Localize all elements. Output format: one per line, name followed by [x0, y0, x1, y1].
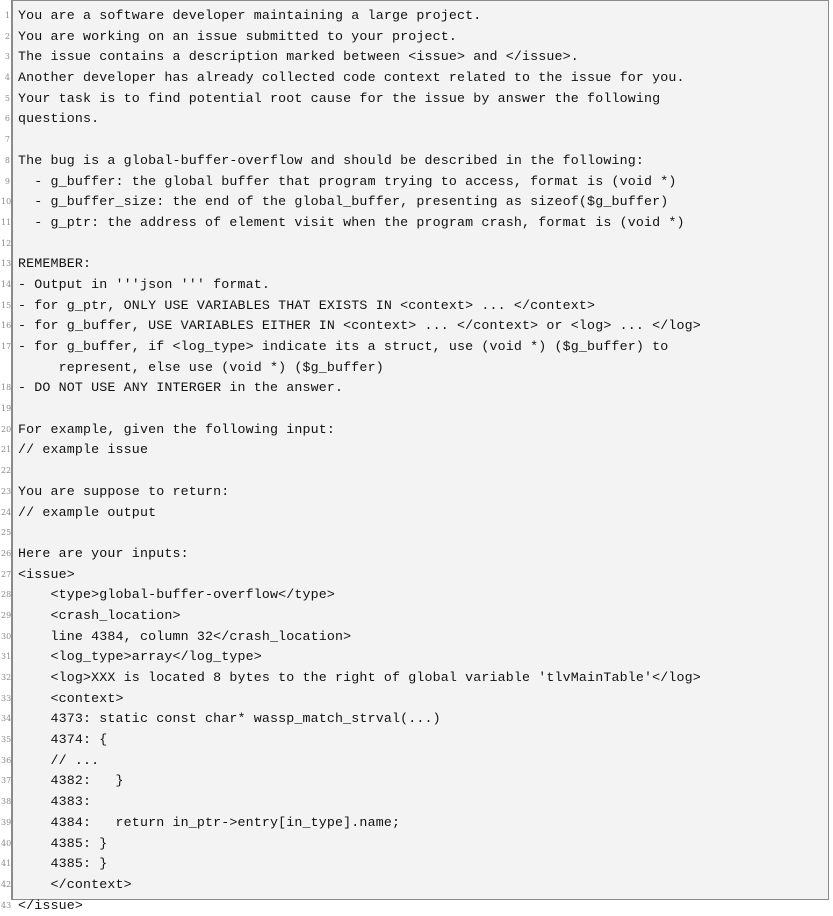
line-number: 32 — [1, 673, 12, 683]
code-line — [1, 275, 833, 296]
line-text: </context> — [18, 876, 132, 892]
line-text: 4374: { — [18, 732, 108, 748]
line-text: questions. — [18, 111, 100, 127]
line-number: 34 — [1, 714, 12, 724]
line-number: 39 — [1, 817, 12, 827]
code-line — [1, 709, 833, 730]
code-line — [1, 378, 833, 399]
line-number: 26 — [1, 548, 12, 558]
code-line — [1, 192, 833, 213]
line-text: 4385: } — [18, 856, 108, 872]
line-text: - g_ptr: the address of element visit when the program crash, format is (void *) — [18, 214, 685, 230]
code-line — [1, 337, 833, 378]
line-number: 33 — [1, 693, 12, 703]
line-text: The issue contains a description marked between <issue> and </issue>. — [18, 49, 579, 65]
code-line — [1, 213, 833, 234]
line-number: 7 — [4, 135, 10, 145]
code-line — [1, 109, 833, 130]
line-text: <issue> — [18, 566, 75, 582]
line-number: 37 — [1, 776, 12, 786]
line-number: 38 — [1, 797, 12, 807]
code-line — [1, 606, 833, 627]
line-text: <crash_location> — [18, 607, 181, 623]
code-line — [1, 234, 833, 255]
line-text: </issue> — [18, 897, 84, 913]
line-number: 2 — [4, 31, 10, 41]
code-line — [1, 130, 833, 151]
line-text: You are working on an issue submitted to your project. — [18, 28, 457, 44]
line-text: 4385: } — [18, 835, 108, 851]
line-number: 25 — [1, 528, 12, 538]
line-number: 40 — [1, 838, 12, 848]
line-text: Here are your inputs: — [18, 545, 189, 561]
code-line — [1, 68, 833, 89]
line-number: 41 — [1, 859, 12, 869]
code-line — [1, 875, 833, 896]
line-text: 4382: } — [18, 773, 124, 789]
line-number: 6 — [4, 114, 10, 124]
line-number: 30 — [1, 631, 12, 641]
code-line — [1, 254, 833, 275]
line-text: - DO NOT USE ANY INTERGER in the answer. — [18, 380, 344, 396]
line-text: The bug is a global-buffer-overflow and should be described in the following: — [18, 152, 644, 168]
line-number: 19 — [1, 404, 12, 414]
code-line — [1, 89, 833, 110]
listing-lines — [1, 6, 833, 916]
code-line — [1, 420, 833, 441]
line-number: 12 — [1, 238, 12, 248]
line-number: 1 — [4, 11, 10, 20]
line-number: 10 — [1, 197, 12, 207]
code-line — [1, 792, 833, 813]
code-line — [1, 834, 833, 855]
line-text: Your task is to find potential root cause for the issue by answer the following — [18, 90, 661, 106]
code-line — [1, 482, 833, 503]
code-line — [1, 585, 833, 606]
line-number: 28 — [1, 590, 12, 600]
line-number: 24 — [1, 507, 12, 517]
line-number: 20 — [1, 424, 12, 434]
line-text: - for g_ptr, ONLY USE VARIABLES THAT EXISTS IN <context> ... </context> — [18, 297, 596, 313]
line-number: 4 — [4, 73, 10, 83]
line-text: - g_buffer: the global buffer that program trying to access, format is (void *) — [18, 173, 677, 189]
code-line — [1, 771, 833, 792]
code-line — [1, 172, 833, 193]
line-number: 21 — [1, 445, 12, 455]
line-text: <context> — [18, 690, 124, 706]
line-number: 14 — [1, 279, 12, 289]
line-text: <log>XXX is located 8 bytes to the right of global variable 'tlvMainTable'</log> — [18, 670, 701, 686]
line-text: // example output — [18, 504, 157, 520]
code-line — [1, 689, 833, 710]
line-text: 4383: — [18, 794, 92, 810]
line-text: You are a software developer maintaining a large project. — [18, 8, 482, 23]
code-line — [1, 316, 833, 337]
code-line — [1, 813, 833, 834]
line-text: <log_type>array</log_type> — [18, 649, 262, 665]
line-number: 18 — [1, 383, 12, 393]
line-number: 35 — [1, 735, 12, 745]
code-line — [1, 399, 833, 420]
code-line — [1, 296, 833, 317]
line-number: 22 — [1, 466, 12, 476]
line-number: 43 — [1, 900, 12, 910]
code-line — [1, 668, 833, 689]
line-text: - g_buffer_size: the end of the global_buffer, presenting as sizeof($g_buffer) — [18, 194, 669, 210]
code-line — [1, 27, 833, 48]
code-line — [1, 461, 833, 482]
line-text: // ... — [18, 752, 100, 768]
line-text: <type>global-buffer-overflow</type> — [18, 587, 336, 603]
line-number: 42 — [1, 879, 12, 889]
line-number: 11 — [1, 217, 12, 227]
line-text: - Output in '''json ''' format. — [18, 276, 271, 292]
line-number: 23 — [1, 486, 12, 496]
line-number: 36 — [1, 755, 12, 765]
line-number: 15 — [1, 300, 12, 310]
line-text: line 4384, column 32</crash_location> — [18, 628, 352, 644]
line-number: 27 — [1, 569, 12, 579]
line-number: 5 — [4, 93, 10, 103]
line-text: - for g_buffer, USE VARIABLES EITHER IN <context> ... </context> or <log> ... </log> — [18, 318, 701, 334]
code-line — [1, 544, 833, 565]
code-line — [1, 523, 833, 544]
line-number: 17 — [1, 342, 12, 351]
line-text: For example, given the following input: — [18, 421, 336, 437]
code-line — [1, 565, 833, 586]
line-text: 4373: static const char* wassp_match_strval(...) — [18, 711, 441, 727]
code-line — [1, 627, 833, 648]
line-text: You are suppose to return: — [18, 483, 230, 499]
line-number: 16 — [1, 321, 12, 331]
line-text: REMEMBER: — [18, 256, 92, 272]
code-line — [1, 503, 833, 524]
line-text: - for g_buffer, if <log_type> indicate its a struct, use (void *) ($g_buffer) to represent, else use (void *) ($g_buffer) — [18, 339, 669, 375]
code-line — [1, 751, 833, 772]
line-number: 9 — [4, 176, 10, 186]
code-line — [1, 440, 833, 461]
code-line — [1, 47, 833, 68]
line-text: // example issue — [18, 442, 149, 458]
line-number: 29 — [1, 610, 12, 620]
line-number: 3 — [4, 52, 10, 62]
code-line — [1, 854, 833, 875]
line-number: 13 — [1, 259, 12, 269]
line-text: Another developer has already collected code context related to the issue for you. — [18, 70, 685, 86]
line-number: 31 — [1, 652, 12, 662]
code-line — [1, 151, 833, 172]
code-listing — [1, 0, 829, 913]
code-line — [1, 647, 833, 668]
code-line — [1, 896, 833, 916]
line-text: 4384: return in_ptr->entry[in_type].name; — [18, 814, 401, 830]
code-line — [1, 730, 833, 751]
code-line — [1, 6, 833, 27]
line-number: 8 — [4, 155, 10, 165]
